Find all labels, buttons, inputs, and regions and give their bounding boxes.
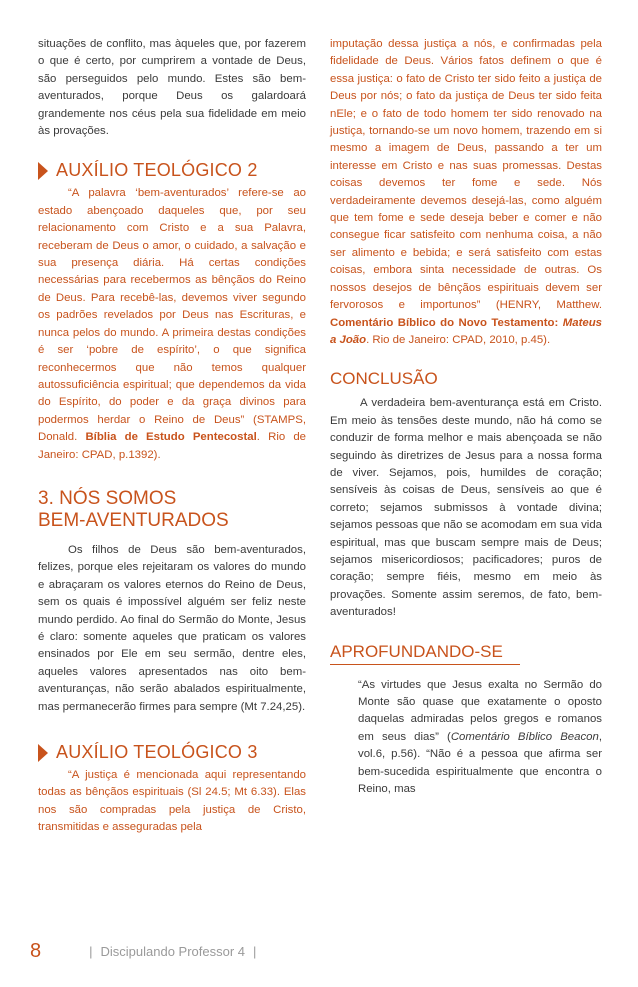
conclusao-title: CONCLUSÃO: [330, 369, 438, 389]
auxilio-3-book: Comentário Bíblico do Novo Testamento:: [330, 316, 559, 329]
intro-paragraph: situações de conflito, mas àqueles que, por fazerem o que é certo, por cumprirem a vontade de Deus, são perseguidos pelo mundo. Estes são bem-aventurados, porque Deus os galardoará grandemente nos céus pela sua fidelidade em meio às provações.: [38, 38, 306, 138]
auxilio-2-title: AUXÍLIO TEOLÓGICO 2: [56, 160, 258, 181]
section-3-heading-line1: 3. NÓS SOMOS: [38, 487, 177, 509]
auxilio-3-continuation: [330, 36, 602, 349]
page-footer: [30, 940, 264, 963]
auxilio-2-text: “A palavra ‘bem-aventurados’ refere-se ao estado abençoado daqueles que, por seu relacionamento com Cristo e a sua Palavra, receberam de Deus o amor, o cuidado, a salvação e sua presença diária. Há certas condições necessárias para recebermos as bênçãos do Reino de Deus. Para recebê-las, devemos viver segundo os padrões revelados por Deus nas Escrituras, e nunca pelos do mundo. A primeira destas condições é ser ‘pobre de espírito’, o que significa reconhecermos que não temos qualquer autossuficiência espiritual; que dependemos da vida do Espírito, do poder e da graça divinos para podermos herdar o Reino de Deus” (STAMPS, Donald.: [38, 187, 306, 444]
right-column: [330, 36, 602, 798]
section-3-heading: [38, 488, 306, 532]
auxilio-teologico-2: [38, 160, 306, 464]
page-number: 8: [30, 940, 42, 962]
arrow-icon: [38, 162, 48, 180]
aprofundando-text-b: , vol.6, p.56). “Não é a pessoa que afirma ser bem-sucedida espiritualmente que encontra o Reino, mas: [358, 730, 602, 796]
conclusao-section: [330, 369, 602, 621]
auxilio-3-book-sub-text: Mateus a João: [330, 316, 603, 346]
auxilio-2-header: [38, 160, 306, 181]
footer-separator: |: [89, 944, 93, 959]
auxilio-2-body: [38, 185, 306, 464]
auxilio-3-body: “A justiça é mencionada aqui representando todas as bênçãos espirituais (Sl 24.5; Mt 6.33). Elas nos são compradas pela justiça de Cristo, transmitidas e asseguradas pela: [38, 769, 306, 834]
arrow-icon: [38, 744, 48, 762]
magazine-title: Discipulando Professor 4: [100, 944, 246, 959]
aprofundando-divider: [330, 664, 520, 665]
aprofundando-section: [330, 642, 602, 799]
section-3-paragraph: Os filhos de Deus são bem-aventurados, felizes, porque eles rejeitaram os valores do mundo e abraçaram os valores eternos do Reino de Deus, sem os quais é impossível alguém ser feliz neste mundo perdido. Ao final do Sermão do Monte, Jesus é claro: somente aqueles que praticam os valores ensinados por Ele em seu sermão, dentre eles, aqueles valores apresentados nas oito bem-aventuranças, não serão abalados espiritualmente, mas permanecerão firmes para sempre (Mt 7.24,25).: [38, 543, 306, 713]
footer-separator-2: |: [253, 944, 257, 959]
auxilio-2-ref: . Rio de Janeiro: CPAD, p.1392).: [38, 431, 307, 461]
aprofundando-text-a: “As virtudes que Jesus exalta no Sermão do Monte são quase que exatamente o oposto daquelas admiradas pelos gregos e romanos em seus dias” (: [358, 678, 602, 743]
auxilio-2-book: Bíblia de Estudo Pentecostal: [85, 431, 257, 444]
auxilio-teologico-3: [38, 742, 306, 837]
auxilio-3-title: AUXÍLIO TEOLÓGICO 3: [56, 742, 258, 762]
auxilio-3-header: [38, 742, 306, 763]
aprofundando-paragraph: [330, 677, 602, 799]
auxilio-3-cont-text: imputação dessa justiça a nós, e confirmadas pela fidelidade de Deus. Vários fatos definem o que é essa justiça: o fato de Cristo ter sido feito a justiça de Deus por nós; o fato da justiça de Deus ter sido feita nEle; e o fato de todo homem ter sido renovado na justiça, tornando-se um novo homem, trazendo em si mesmo a imagem de Deus, passando a ter um interesse em Cristo e nas suas promessas. Destas coisas devemos ter fome e sede. Nós verdadeiramente devemos desejá-las, como alguém que tem fome e sede deseja beber e comer e não consegue ficar satisfeito com nenhuma coisa, a não ser alimento e bebida; e será satisfeito com estas coisas, embora sinta necessidade de outras. Os nossos desejos de bênçãos espirituais devem ser fervorosos e importunos” (HENRY, Matthew.: [330, 38, 602, 312]
left-column: [38, 36, 306, 837]
conclusao-paragraph: A verdadeira bem-aventurança está em Cristo. Em meio às tensões deste mundo, não há como se conduzir de forma melhor e mais abençoada se não seguindo às diretrizes de Jesus para a nossa forma de viver. Sejamos, pois, humildes de coração; sensíveis às coisas de Deus, sensíveis ao que é correto; sejamos submissos à vontade divina; sejamos pessoas que não se acomodam em sua vida espiritual, mas que buscam sempre mais de Deus; sejamos misericordiosos; pacificadores; puros de coração; sempre fiéis, mesmo em meio às provações. Somente assim seremos, de fato, bem-aventurados!: [330, 397, 602, 619]
aprofundando-title: APROFUNDANDO-SE: [330, 641, 503, 661]
auxilio-3-ref: . Rio de Janeiro: CPAD, 2010, p.45).: [366, 333, 551, 346]
aprofundando-book: Comentário Bíblico Beacon: [450, 730, 599, 743]
section-3-heading-line2: BEM-AVENTURADOS: [38, 509, 229, 531]
